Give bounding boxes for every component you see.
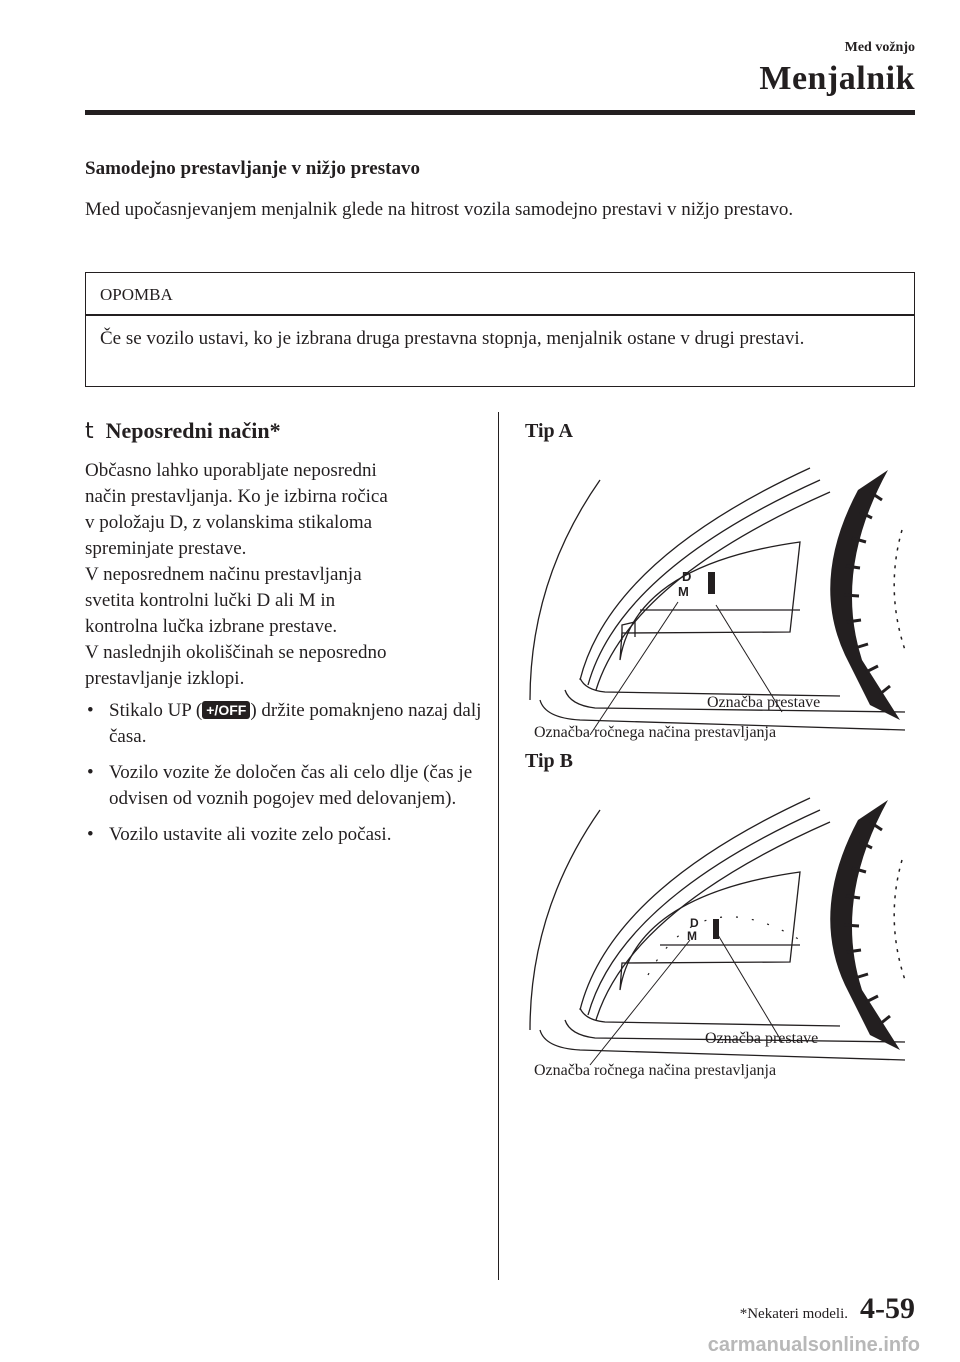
paragraph-line: V neposrednem načinu prestavljanja — [85, 564, 362, 585]
bullet-icon: • — [87, 762, 94, 783]
paragraph-line: svetita kontrolni lučki D ali M in — [85, 590, 336, 611]
note-box — [85, 272, 915, 387]
figure-label: Tip A — [525, 420, 573, 442]
bullet-text-before: Stikalo UP ( — [109, 700, 203, 721]
list-item — [85, 822, 485, 848]
callout-gear: Označba prestave — [705, 1030, 819, 1047]
paragraph-line: način prestavljanja. Ko je izbirna ročica — [85, 486, 388, 507]
cancel-conditions-list — [85, 698, 485, 858]
watermark: carmanualsonline.info — [707, 1334, 920, 1356]
m-indicator: M — [687, 929, 697, 943]
column-divider — [498, 412, 499, 1280]
callout-manual-mode: Označba ročnega načina prestavljanja — [534, 724, 777, 741]
m-indicator: M — [678, 584, 689, 599]
gear-number-icon — [713, 919, 719, 939]
page-title: Menjalnik — [759, 60, 915, 97]
bullet-text-after: ) držite pomaknjeno nazaj dalj časa. — [109, 700, 482, 747]
figure-tip-b — [510, 750, 920, 1080]
direct-mode-heading — [85, 418, 281, 444]
footnote: *Nekateri modeli. — [739, 1306, 848, 1322]
direct-mode-heading-text: Neposredni način* — [105, 418, 281, 443]
paragraph-line: Občasno lahko uporabljate neposredni — [85, 460, 377, 481]
intro-paragraph: Med upočasnjevanjem menjalnik glede na hitrost vozila samodejno prestavi v nižjo prestavo. — [85, 199, 794, 220]
section-kicker: Med vožnjo — [844, 40, 915, 55]
up-off-switch-icon: +/OFF — [202, 701, 250, 719]
header-rule — [85, 110, 915, 115]
d-indicator: D — [682, 569, 692, 584]
bullet-text: Vozilo vozite že določen čas ali celo dlje (čas je odvisen od voznih pogojev med delovanjem). — [109, 762, 473, 809]
d-indicator: D — [690, 916, 699, 930]
paragraph-line: kontrolna lučka izbrane prestave. — [85, 616, 338, 637]
note-divider — [86, 314, 914, 316]
page-number: 4-59 — [860, 1292, 915, 1325]
bullet-icon: • — [87, 824, 94, 845]
direct-mode-paragraph — [85, 458, 485, 692]
list-item — [85, 760, 485, 812]
paragraph-line: V naslednjih okoliščinah se neposredno — [85, 642, 387, 663]
note-heading: OPOMBA — [100, 285, 173, 304]
paragraph-line: v položaju D, z volanskima stikaloma — [85, 512, 373, 533]
figure-label: Tip B — [525, 750, 573, 772]
callout-gear: Označba prestave — [707, 694, 821, 711]
callout-manual-mode: Označba ročnega načina prestavljanja — [534, 1062, 777, 1079]
sub-heading: Samodejno prestavljanje v nižjo prestavo — [85, 158, 420, 179]
section-marker-icon: t — [85, 419, 94, 444]
gear-number-icon — [708, 572, 715, 594]
paragraph-line: spreminjate prestave. — [85, 538, 247, 559]
paragraph-line: prestavljanje izklopi. — [85, 668, 245, 689]
list-item — [85, 698, 485, 750]
figure-tip-a — [510, 420, 920, 745]
note-body: Če se vozilo ustavi, ko je izbrana druga prestavna stopnja, menjalnik ostane v drugi prestavi. — [100, 328, 805, 349]
bullet-text: Vozilo ustavite ali vozite zelo počasi. — [109, 824, 392, 845]
bullet-icon: • — [87, 700, 94, 721]
